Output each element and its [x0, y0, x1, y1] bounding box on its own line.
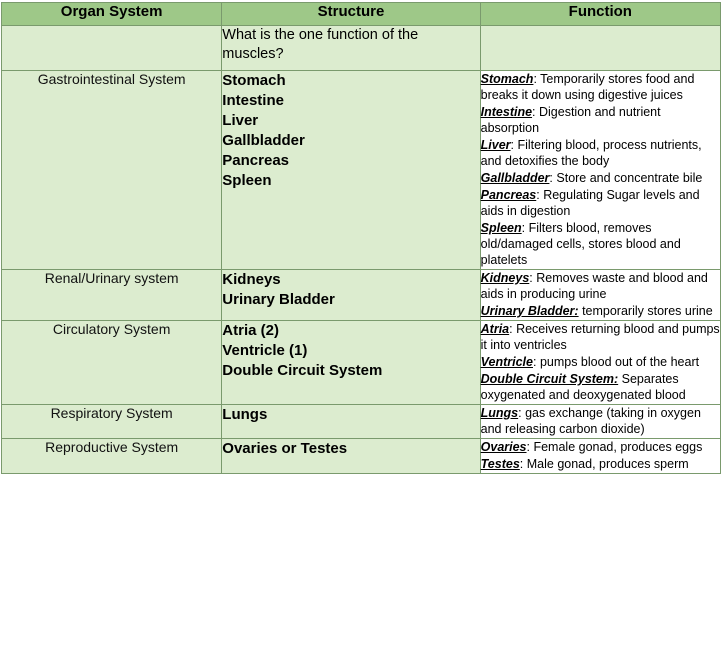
function-entry: [481, 439, 720, 455]
organ-system-label: Renal/Urinary system: [44, 270, 179, 286]
function-separator: :: [549, 171, 553, 185]
function-entry: [481, 220, 720, 268]
function-term: Liver: [480, 138, 511, 152]
structure-line: Gallbladder: [222, 131, 305, 149]
function-entry: [481, 187, 720, 219]
function-description: Receives returning blood and pumps it into ventricles: [480, 322, 720, 352]
function-separator: :: [532, 355, 537, 369]
table-row: [2, 405, 721, 439]
function-description: Digestion and nutrient absorption: [480, 105, 661, 135]
structure-line: Urinary Bladder: [222, 290, 335, 308]
function-separator: :: [532, 105, 536, 119]
function-description: Female gonad, produces eggs: [530, 440, 703, 454]
function-term: Gallbladder: [480, 171, 550, 185]
function-separator: :: [509, 322, 513, 336]
function-entry: [481, 270, 720, 302]
cell-structure: [222, 71, 480, 270]
structure-line: Pancreas: [222, 151, 290, 169]
function-entry: [481, 104, 720, 136]
table-row: [2, 270, 721, 321]
function-entry: [481, 321, 720, 353]
function-description: Filtering blood, process nutrients, and detoxifies the body: [480, 138, 702, 168]
function-entry: [481, 71, 720, 103]
function-description: Temporarily stores food and breaks it down using digestive juices: [480, 72, 695, 102]
function-term: Intestine: [480, 105, 533, 119]
function-entry: [481, 303, 720, 319]
table-row: [2, 321, 721, 405]
function-term: Spleen: [480, 221, 522, 235]
cell-structure: [222, 26, 480, 71]
function-separator: :: [526, 440, 530, 454]
organ-systems-table: [1, 2, 721, 474]
function-separator: :: [519, 457, 524, 471]
function-description: Filters blood, removes old/damaged cells, stores blood and platelets: [480, 221, 681, 267]
function-description: Removes waste and blood and aids in producing urine: [480, 271, 708, 301]
cell-structure: [222, 321, 480, 405]
structure-line: Kidneys: [222, 271, 281, 288]
function-separator: :: [518, 406, 522, 420]
function-description: temporarily stores urine: [578, 304, 713, 318]
function-term: Testes: [480, 457, 520, 471]
column-header-function: Function: [480, 3, 720, 26]
cell-function: [480, 405, 720, 439]
function-term: Kidneys: [480, 271, 530, 285]
function-description: pumps blood out of the heart: [536, 355, 700, 369]
table-header-row: [2, 3, 721, 26]
function-term: Ventricle: [480, 355, 533, 369]
structure-line: Ovaries or Testes: [222, 440, 348, 457]
function-description: Regulating Sugar levels and aids in digestion: [480, 188, 700, 218]
cell-organ-system: [2, 321, 222, 405]
cell-function: [480, 321, 720, 405]
table-row: [2, 439, 721, 474]
function-term: Ovaries: [480, 440, 527, 454]
function-term: Stomach: [480, 72, 534, 86]
structure-line: Double Circuit System: [222, 361, 383, 379]
cell-organ-system: [2, 439, 222, 474]
cell-function: [480, 71, 720, 270]
column-header-organ-system: Organ System: [2, 3, 222, 26]
organ-system-label: Respiratory System: [50, 405, 173, 421]
cell-function: [480, 26, 720, 71]
function-term: Urinary Bladder:: [480, 304, 579, 318]
function-entry: [481, 371, 720, 403]
function-entry: [481, 137, 720, 169]
structure-line: Spleen: [222, 171, 272, 189]
cell-organ-system: [2, 26, 222, 71]
cell-organ-system: [2, 71, 222, 270]
function-separator: :: [533, 72, 537, 86]
function-separator: :: [529, 271, 533, 285]
function-term: Double Circuit System:: [480, 372, 619, 386]
column-header-structure: Structure: [222, 3, 480, 26]
structure-line: Stomach: [222, 72, 286, 89]
function-description: Separates oxygenated and deoxygenated blood: [480, 372, 686, 402]
cell-organ-system: [2, 270, 222, 321]
function-term: Atria: [480, 322, 510, 336]
cell-structure: [222, 405, 480, 439]
function-entry: [481, 456, 720, 472]
function-term: Lungs: [480, 406, 519, 420]
cell-structure: [222, 439, 480, 474]
cell-function: [480, 439, 720, 474]
structure-line: Liver: [222, 111, 259, 129]
table-row: [2, 71, 721, 270]
structure-line: Lungs: [222, 406, 268, 423]
function-term: Pancreas: [480, 188, 537, 202]
organ-system-label: Gastrointestinal System: [37, 71, 186, 87]
function-entry: [481, 354, 720, 370]
function-separator: :: [536, 188, 540, 202]
table-body: [2, 26, 721, 474]
cell-structure: [222, 270, 480, 321]
table-row: [2, 26, 721, 71]
structure-line: Atria (2): [222, 322, 279, 339]
function-description: gas exchange (taking in oxygen and releasing carbon dioxide): [480, 406, 701, 436]
structure-line: Ventricle (1): [222, 341, 308, 359]
structure-line: What is the one function of the muscles?: [222, 27, 419, 63]
function-entry: [481, 405, 720, 437]
function-description: Store and concentrate bile: [552, 171, 703, 185]
function-description: Male gonad, produces sperm: [523, 457, 689, 471]
function-separator: :: [521, 221, 526, 235]
cell-organ-system: [2, 405, 222, 439]
function-entry: [481, 170, 720, 186]
structure-line: Intestine: [222, 91, 284, 109]
organ-system-label: Reproductive System: [45, 439, 179, 455]
organ-system-label: Circulatory System: [52, 321, 171, 337]
function-separator: :: [510, 138, 515, 152]
cell-function: [480, 270, 720, 321]
